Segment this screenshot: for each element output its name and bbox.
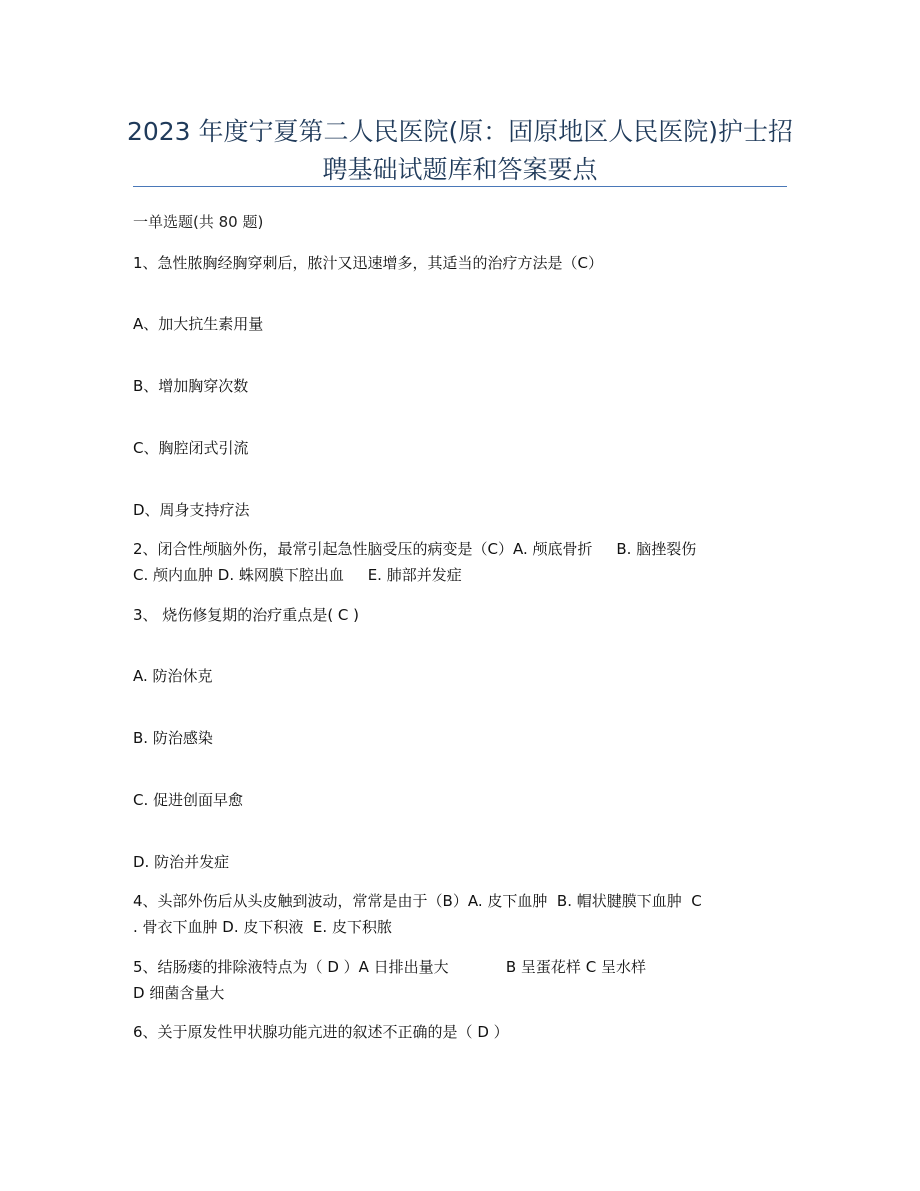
question-1-option-c: C、胸腔闭式引流 — [133, 439, 249, 457]
section-heading: 一单选题(共 80 题) — [133, 213, 264, 231]
question-3-stem: 3、 烧伤修复期的治疗重点是( C ) — [133, 606, 360, 624]
title-divider — [133, 186, 787, 187]
question-4-stem-line-1: 4、头部外伤后从头皮触到波动，常常是由于（B）A. 皮下血肿 B. 帽状腱膜下血肿 C — [133, 892, 702, 910]
title-line-1: 2023 年度宁夏第二人民医院(原：固原地区人民医院)护士招 — [126, 117, 794, 146]
question-1-option-d: D、周身支持疗法 — [133, 501, 250, 519]
question-2-stem-line-1: 2、闭合性颅脑外伤，最常引起急性脑受压的病变是（C）A. 颅底骨折 B. 脑挫裂伤 — [133, 540, 697, 558]
question-2-stem-line-2: C. 颅内血肿 D. 蛛网膜下腔出血 E. 肺部并发症 — [133, 566, 462, 584]
question-3-option-d: D. 防治并发症 — [133, 853, 230, 871]
question-4-stem-line-2: . 骨衣下血肿 D. 皮下积液 E. 皮下积脓 — [133, 918, 392, 936]
question-1-stem: 1、急性脓胸经胸穿刺后，脓汁又迅速增多，其适当的治疗方法是（C） — [133, 254, 604, 272]
question-6-stem: 6、关于原发性甲状腺功能亢进的叙述不正确的是（ D ） — [133, 1023, 509, 1041]
question-3-option-c: C. 促进创面早愈 — [133, 791, 244, 809]
question-5-stem-line-2: D 细菌含量大 — [133, 984, 225, 1002]
question-1-option-b: B、增加胸穿次数 — [133, 377, 249, 395]
question-5-stem-line-1: 5、结肠瘘的排除液特点为（ D ）A 日排出量大 B 呈蛋花样 C 呈水样 — [133, 958, 646, 976]
title-line-2: 聘基础试题库和答案要点 — [322, 155, 598, 184]
document-title — [120, 113, 800, 189]
question-1-option-a: A、加大抗生素用量 — [133, 315, 264, 333]
question-3-option-a: A. 防治休克 — [133, 667, 213, 685]
question-3-option-b: B. 防治感染 — [133, 729, 213, 747]
